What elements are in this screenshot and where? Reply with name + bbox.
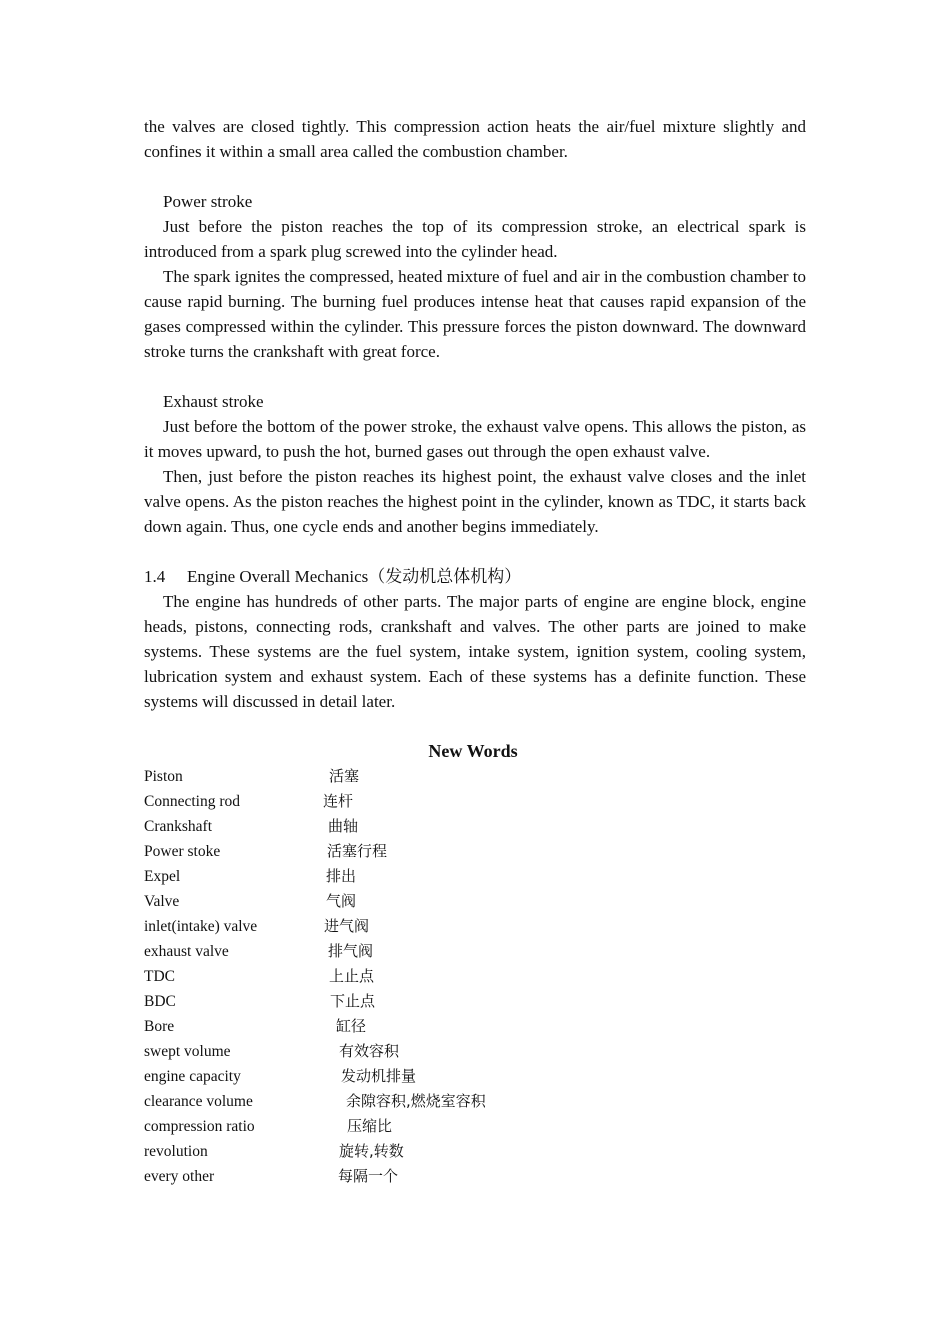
document-page <box>144 114 806 1189</box>
vocab-term: compression ratio <box>144 1118 255 1135</box>
vocab-term: exhaust valve <box>144 943 229 960</box>
vocab-translation: 进气阀 <box>324 917 370 935</box>
vocab-translation: 活塞 <box>329 767 360 785</box>
vocab-translation: 气阀 <box>326 892 357 910</box>
vocab-term: Valve <box>144 893 180 910</box>
section-number: 1.4 <box>144 567 166 586</box>
vocab-translation: 每隔一个 <box>338 1167 399 1185</box>
vocabulary-list <box>144 764 806 1189</box>
vocab-translation: 有效容积 <box>339 1042 400 1060</box>
vocab-translation: 连杆 <box>323 792 354 810</box>
vocab-term: clearance volume <box>144 1093 253 1110</box>
vocab-item <box>144 864 806 889</box>
vocab-translation: 排出 <box>326 867 357 885</box>
vocab-term: Power stoke <box>144 843 221 860</box>
vocab-term: Connecting rod <box>144 793 240 810</box>
vocab-item <box>144 1139 806 1164</box>
spacer <box>144 164 806 189</box>
vocab-item <box>144 939 806 964</box>
vocab-item <box>144 1114 806 1139</box>
vocab-item <box>144 814 806 839</box>
vocab-translation: 发动机排量 <box>341 1067 417 1085</box>
vocab-term: engine capacity <box>144 1068 241 1085</box>
vocab-translation: 排气阀 <box>328 942 374 960</box>
vocab-item <box>144 764 806 789</box>
vocab-term: every other <box>144 1168 215 1185</box>
vocab-translation: 下止点 <box>330 992 376 1010</box>
vocab-item <box>144 839 806 864</box>
vocab-term: BDC <box>144 993 176 1010</box>
new-words-title: New Words <box>428 741 518 761</box>
vocab-translation: 曲轴 <box>328 817 359 835</box>
vocab-item <box>144 1014 806 1039</box>
paragraph-exhaust-1: Just before the bottom of the power stroke, the exhaust valve opens. This allows the piston, as it moves upward, to push the hot, burned gases out through the open exhaust valve. <box>144 417 806 461</box>
section-heading <box>144 564 806 589</box>
paragraph-power-1: Just before the piston reaches the top of its compression stroke, an electrical spark is introduced from a spark plug screwed into the cylinder head. <box>144 217 806 261</box>
vocab-item <box>144 1064 806 1089</box>
vocab-term: swept volume <box>144 1043 231 1060</box>
paragraph-compression-end: the valves are closed tightly. This compression action heats the air/fuel mixture slightly and confines it within a small area called the combustion chamber. <box>144 117 806 161</box>
paragraph-power-2: The spark ignites the compressed, heated mixture of fuel and air in the combustion chamber to cause rapid burning. The burning fuel produces intense heat that causes rapid expansion of the gases compressed within the cylinder. This pressure forces the piston downward. The downward stroke turns the crankshaft with great force. <box>144 267 806 361</box>
paragraph-exhaust-2: Then, just before the piston reaches its highest point, the exhaust valve closes and the inlet valve opens. As the piston reaches the highest point in the cylinder, known as TDC, it starts back down again. Thus, one cycle ends and another begins immediately. <box>144 467 806 536</box>
vocab-item <box>144 989 806 1014</box>
vocab-item <box>144 1089 806 1114</box>
vocab-translation: 旋转,转数 <box>339 1142 404 1160</box>
spacer <box>144 714 806 739</box>
vocab-translation: 上止点 <box>329 967 375 985</box>
vocab-item <box>144 889 806 914</box>
vocab-translation: 压缩比 <box>347 1117 393 1135</box>
vocab-translation: 余隙容积,燃烧室容积 <box>346 1092 486 1110</box>
vocab-term: Crankshaft <box>144 818 213 835</box>
exhaust-stroke-heading: Exhaust stroke <box>163 392 264 411</box>
vocab-item <box>144 964 806 989</box>
vocab-term: Piston <box>144 768 183 785</box>
vocab-item <box>144 1039 806 1064</box>
vocab-term: revolution <box>144 1143 208 1160</box>
vocab-translation: 活塞行程 <box>327 842 388 860</box>
spacer <box>144 539 806 564</box>
vocab-item <box>144 789 806 814</box>
spacer <box>144 364 806 389</box>
paragraph-overall-mechanics: The engine has hundreds of other parts. The major parts of engine are engine block, engine heads, pistons, connecting rods, crankshaft and valves. The other parts are joined to make systems. These systems are the fuel system, intake system, ignition system, cooling system, lubrication system and exhaust system. Each of these systems has a definite function. These systems will discussed in detail later. <box>144 592 806 711</box>
vocab-term: Bore <box>144 1018 175 1035</box>
power-stroke-heading: Power stroke <box>163 192 253 211</box>
vocab-item <box>144 914 806 939</box>
vocab-item <box>144 1164 806 1189</box>
vocab-term: Expel <box>144 868 181 885</box>
section-title: Engine Overall Mechanics（发动机总体机构） <box>187 567 522 586</box>
vocab-translation: 缸径 <box>336 1017 367 1035</box>
vocab-term: TDC <box>144 968 175 985</box>
vocab-term: inlet(intake) valve <box>144 918 258 935</box>
